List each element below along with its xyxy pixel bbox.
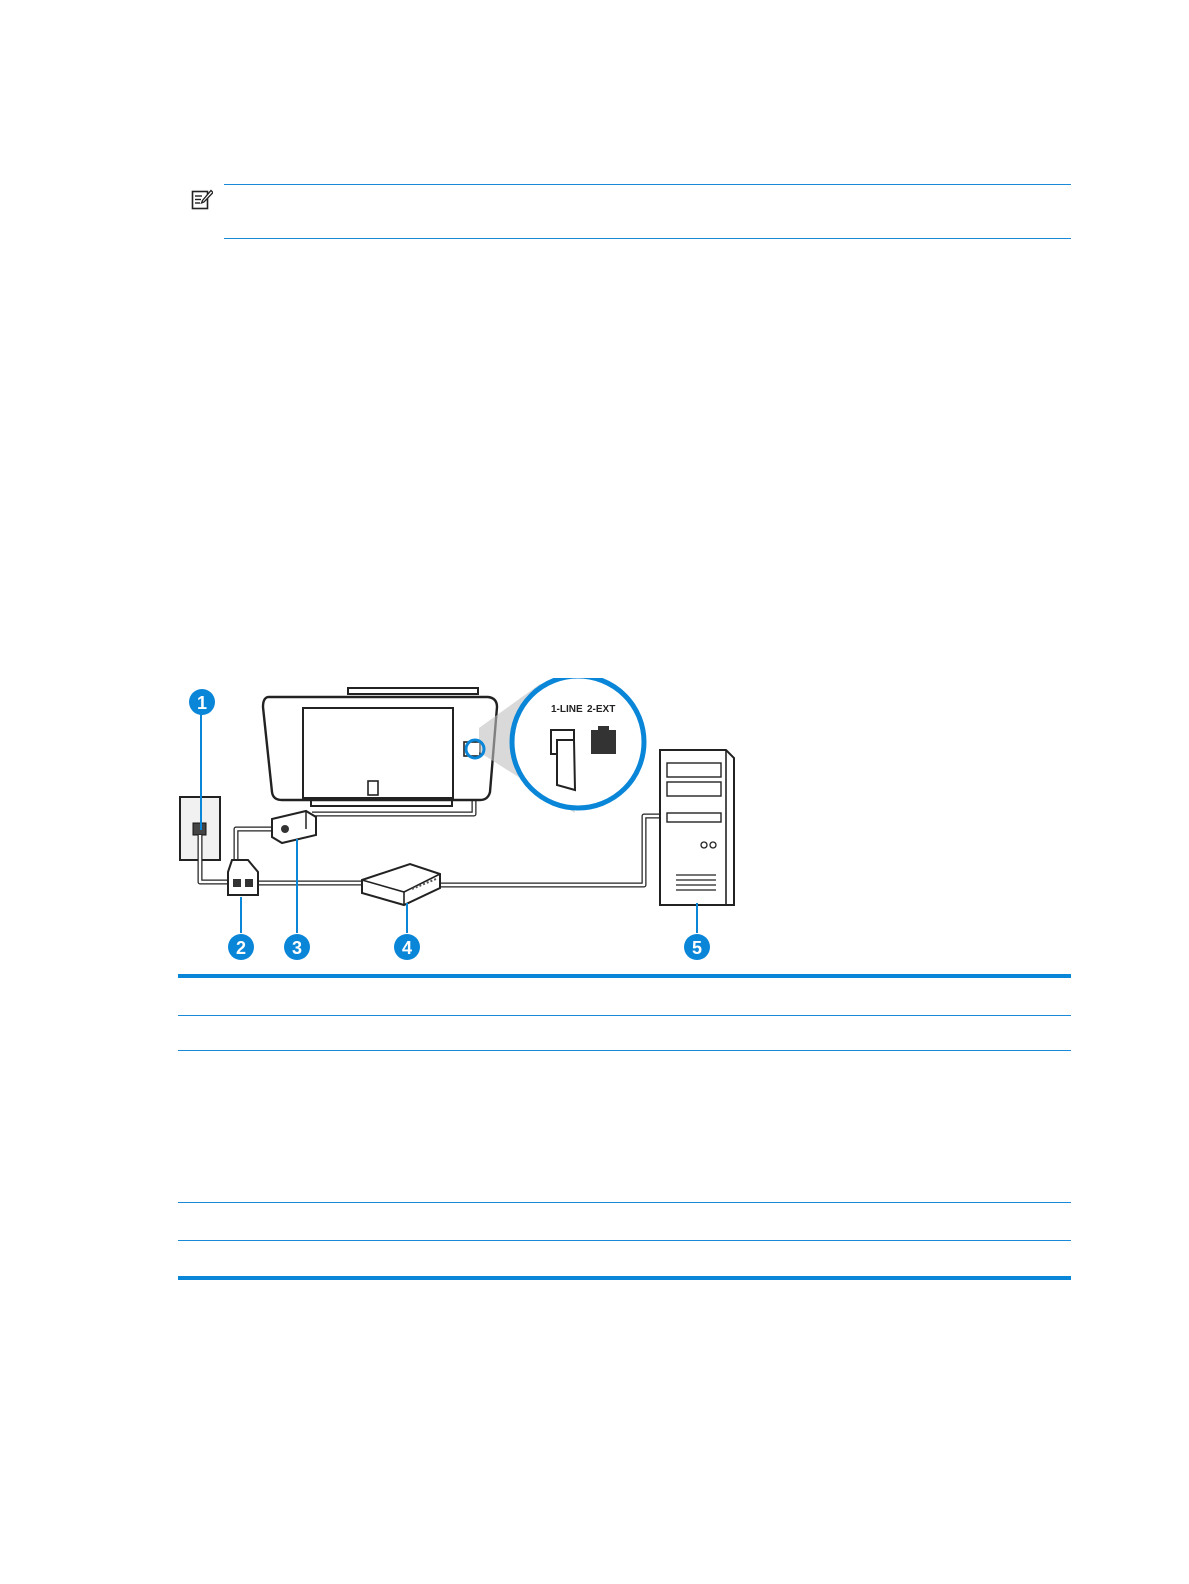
table-top-rule: [178, 974, 1071, 978]
callout-2-label: 2: [235, 938, 247, 958]
table-bottom-rule: [178, 1276, 1071, 1280]
table-row-rule: [178, 1050, 1071, 1051]
note-icon: [191, 189, 213, 211]
dsl-filter: [272, 811, 316, 843]
callout-5-label: 5: [691, 938, 703, 958]
router: [362, 864, 440, 905]
callout-2: [228, 934, 254, 960]
callout-3-label: 3: [291, 938, 303, 958]
note-rule-top: [224, 184, 1071, 185]
callout-1: [189, 689, 215, 715]
note-rule-bottom: [224, 238, 1071, 239]
port-zoom: [512, 678, 644, 808]
callout-3: [284, 934, 310, 960]
table-row-rule: [178, 1202, 1071, 1203]
callout-5: [684, 934, 710, 960]
table-row-rule: [178, 1015, 1071, 1016]
port-label-ext: 2-EXT: [587, 704, 616, 715]
port-label-line: 1-LINE: [551, 704, 583, 715]
callout-4-label: 4: [401, 938, 413, 958]
table-row-rule: [178, 1240, 1071, 1241]
printer: [263, 688, 497, 806]
computer: [660, 750, 734, 905]
splitter: [228, 860, 258, 895]
callout-1-label: 1: [196, 693, 208, 713]
callout-4: [394, 934, 420, 960]
fax-connection-diagram: [160, 678, 760, 968]
